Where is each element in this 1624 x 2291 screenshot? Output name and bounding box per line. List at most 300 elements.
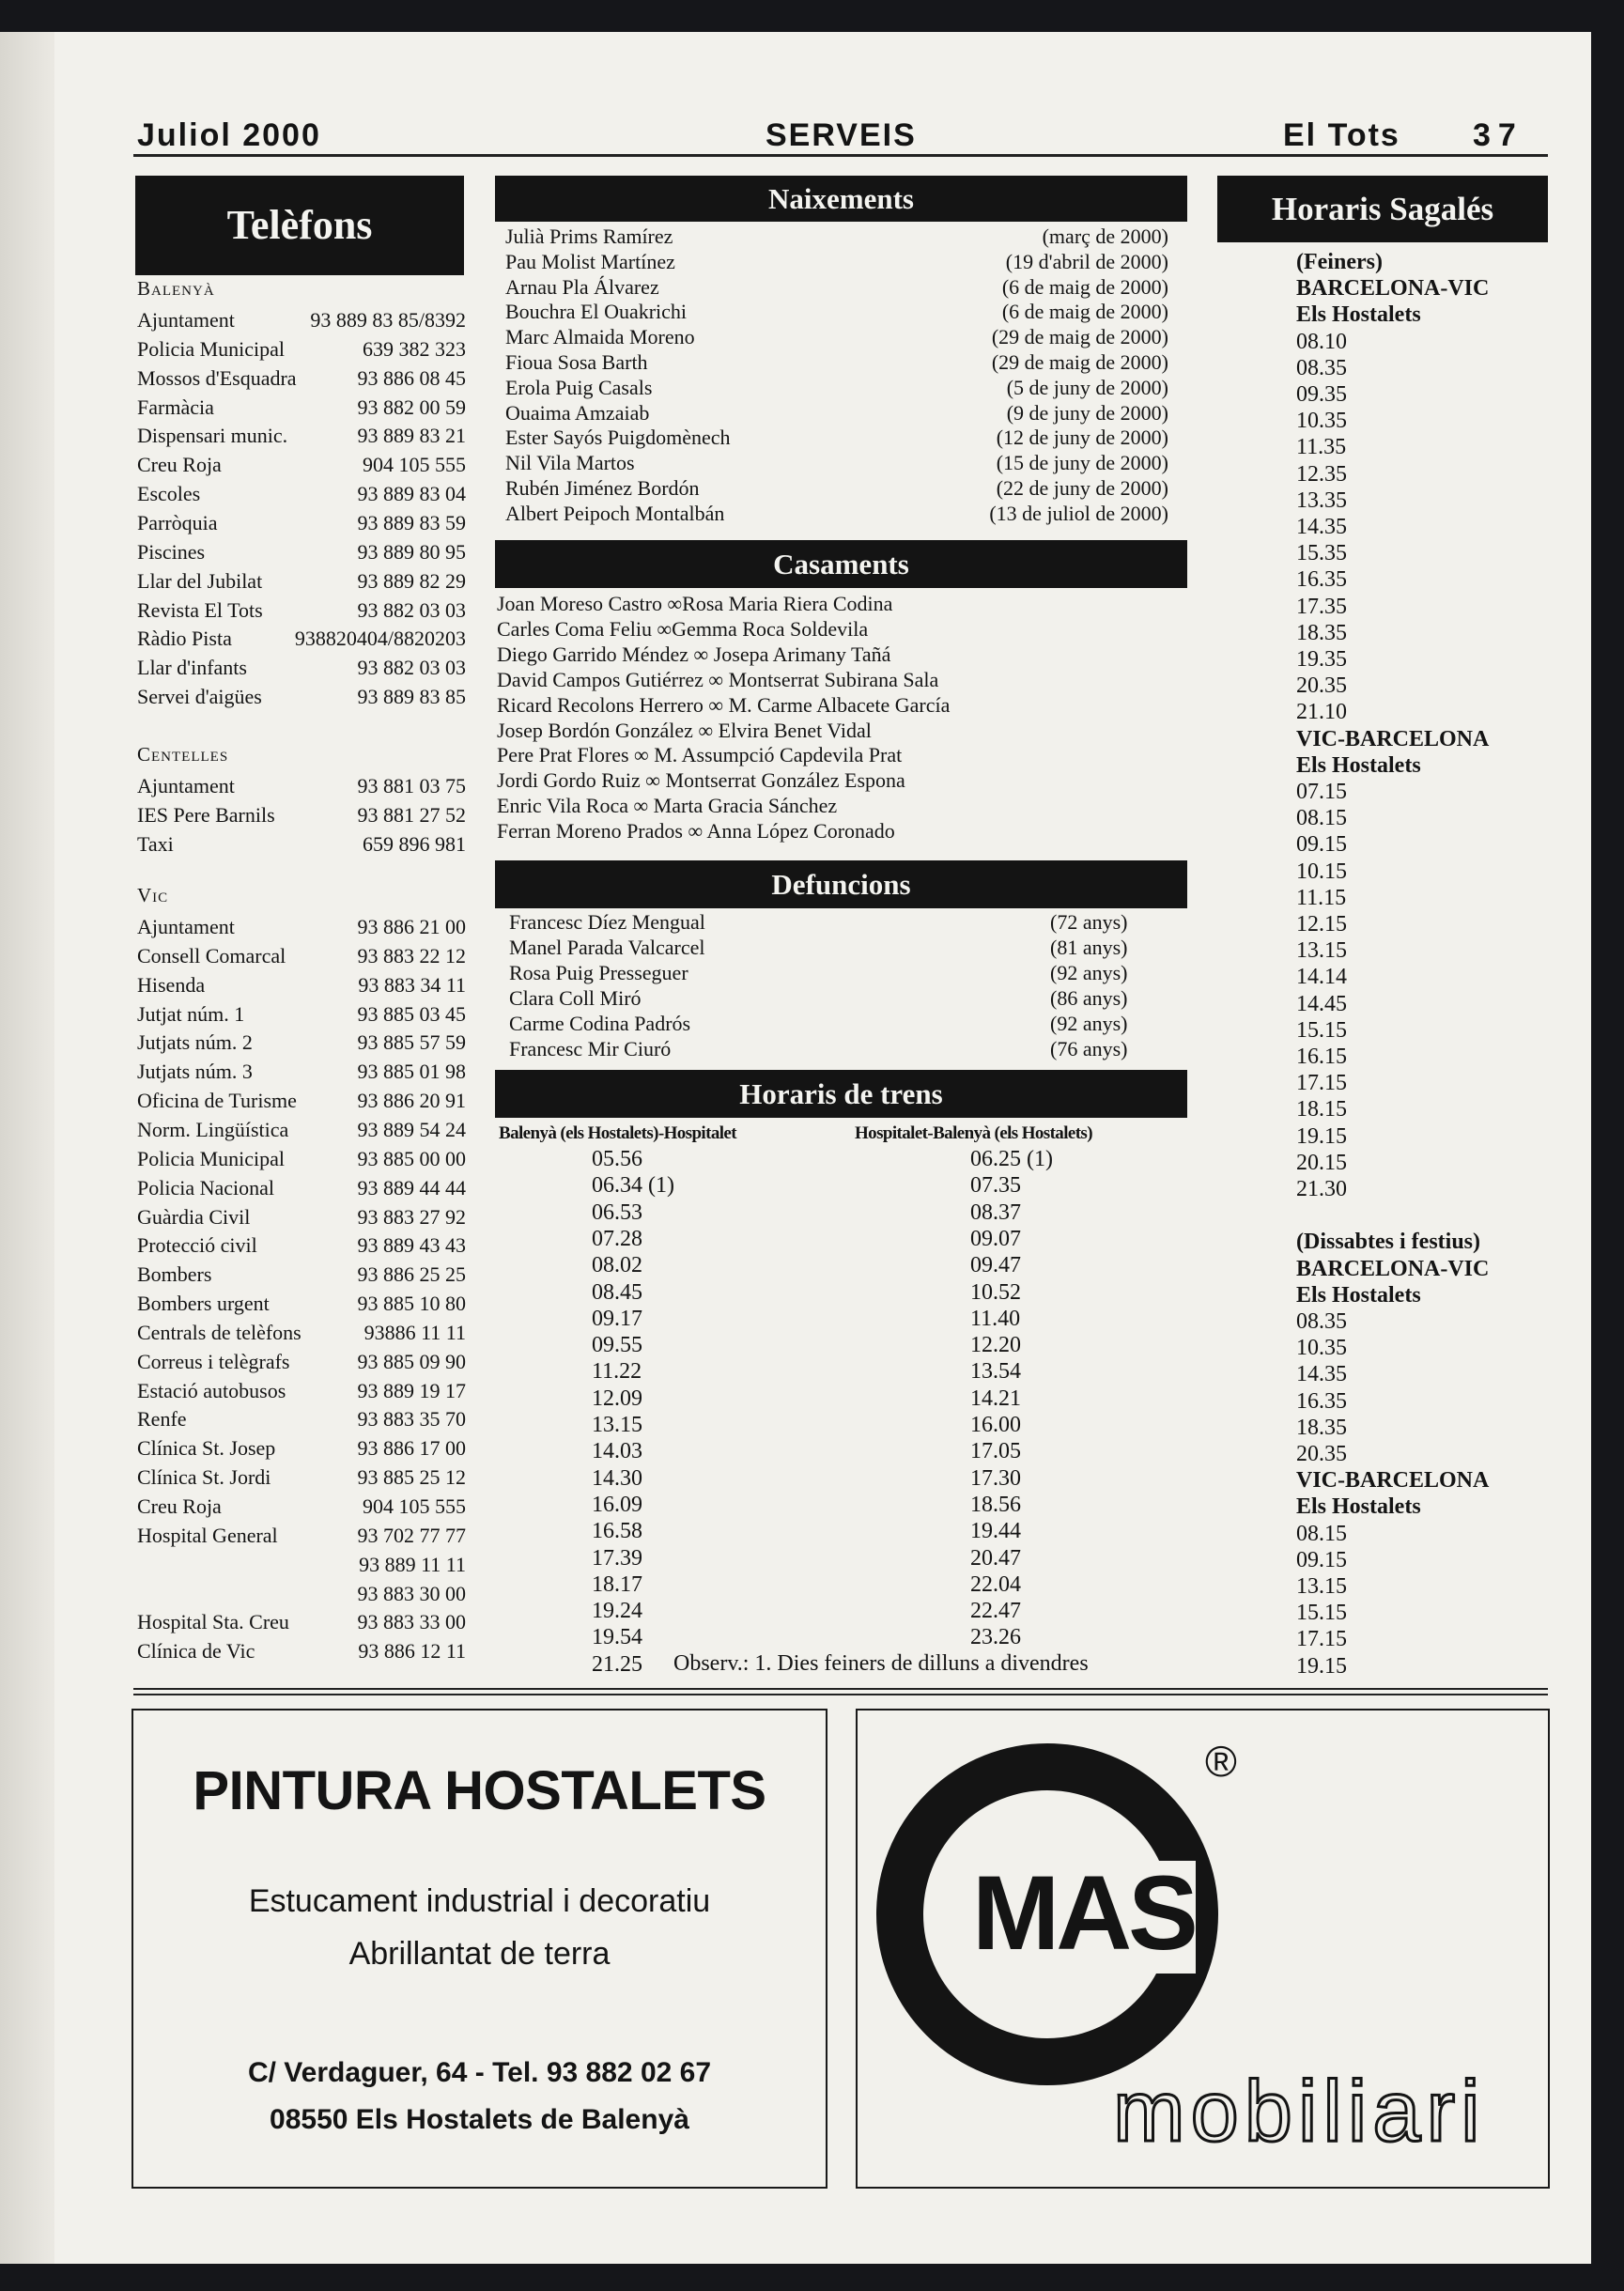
train-time-hospitalet-hostalets: 08.37 (970, 1200, 1021, 1225)
telefons-title: Telèfons (226, 202, 373, 248)
mas-logo-text: MAS (972, 1854, 1195, 1972)
birth-date: (29 de maig de 2000) (991, 350, 1168, 374)
phone-row (137, 801, 466, 829)
phone-name: Mossos d'Esquadra (137, 365, 297, 390)
bus-schedule-line: 14.14 (1296, 965, 1347, 990)
birth-name: Albert Peipoch Montalbán (505, 501, 725, 525)
phone-row (137, 538, 466, 566)
phone-number: 93 889 44 44 (357, 1175, 466, 1200)
birth-date: (12 de juny de 2000) (996, 426, 1168, 450)
phone-row (137, 772, 466, 800)
bus-schedule-line: 20.35 (1296, 1442, 1347, 1466)
mas-sub-text: mobiliari (1113, 2064, 1486, 2159)
wedding-row: Ferran Moreno Prados ∞ Anna López Coronado (497, 819, 895, 844)
sagales-title-bar (1217, 176, 1548, 242)
phone-number: 93 889 83 85/8392 (310, 308, 466, 332)
bottom-rule (133, 1688, 1548, 1690)
magazine-name: El Tots (1283, 117, 1400, 153)
bus-schedule-line: 09.15 (1296, 1547, 1347, 1572)
phone-name: Estació autobusos (137, 1378, 286, 1402)
phone-number: 93 882 03 03 (357, 597, 466, 622)
phone-number: 93 885 01 98 (357, 1060, 466, 1084)
train-time-hostalets-hospitalet: 17.39 (592, 1545, 642, 1571)
phone-row (137, 1463, 466, 1492)
train-time-hostalets-hospitalet: 09.55 (592, 1333, 642, 1358)
bus-schedule-line: Els Hostalets (1296, 1494, 1421, 1520)
phone-row (137, 306, 466, 334)
phone-row (137, 1145, 466, 1173)
phone-name: Ajuntament (137, 915, 235, 938)
bus-schedule-line: 16.35 (1296, 567, 1347, 593)
phone-number: 93 885 57 59 (357, 1030, 466, 1055)
birth-row (505, 400, 1168, 426)
phone-name: Clínica St. Josep (137, 1436, 276, 1461)
bus-schedule-line: 17.15 (1296, 1071, 1347, 1096)
wedding-row: Enric Vila Roca ∞ Marta Gracia Sánchez (497, 794, 838, 818)
phone-row (137, 1405, 466, 1433)
train-time-hospitalet-hostalets: 22.47 (970, 1599, 1021, 1624)
phone-row (137, 1116, 466, 1144)
bus-schedule-line: BARCELONA-VIC (1296, 276, 1490, 302)
bus-schedule-line: 09.15 (1296, 832, 1347, 858)
bus-schedule-line: 16.15 (1296, 1045, 1347, 1069)
wedding-row: Josep Bordón González ∞ Elvira Benet Vidal (497, 718, 872, 742)
train-time-hospitalet-hostalets: 07.35 (970, 1173, 1021, 1199)
ad-pintura-address1: C/ Verdaguer, 64 - Tel. 93 882 02 67 (247, 2057, 712, 2088)
wedding-row: Pere Prat Flores ∞ M. Assumpció Capdevila Prat (497, 743, 903, 767)
trens-title: Horaris de trens (739, 1077, 943, 1110)
train-time-hospitalet-hostalets: 14.21 (970, 1385, 1021, 1411)
train-time-hospitalet-hostalets: 19.44 (970, 1519, 1021, 1544)
sagales-title: Horaris Sagalés (1271, 191, 1494, 227)
phone-name: Guàrdia Civil (137, 1204, 251, 1229)
bus-schedule-line: 19.35 (1296, 647, 1347, 672)
death-age: (76 anys) (1050, 1037, 1128, 1060)
bus-schedule-line: 07.15 (1296, 780, 1347, 804)
phone-row (137, 509, 466, 537)
bottom-rule (133, 1694, 1548, 1695)
phone-number: 93 883 22 12 (357, 943, 466, 967)
phone-row (137, 1290, 466, 1318)
bus-schedule-line: 16.35 (1296, 1388, 1347, 1414)
birth-row (505, 475, 1168, 501)
phone-name: Policia Municipal (137, 336, 286, 361)
bus-schedule-line: 20.35 (1296, 673, 1347, 699)
phone-name: Revista El Tots (137, 597, 263, 622)
death-row (509, 985, 1144, 1011)
bus-schedule-line: 09.35 (1296, 382, 1347, 407)
page-gutter (0, 32, 54, 2264)
phone-row (137, 1580, 466, 1608)
phone-row (137, 1261, 466, 1289)
phone-row (137, 654, 466, 682)
train-time-hospitalet-hostalets: 20.47 (970, 1545, 1021, 1571)
phone-name: IES Pere Barnils (137, 802, 275, 827)
phone-name: Jutjats núm. 2 (137, 1030, 253, 1055)
bus-schedule-line: 08.15 (1296, 1521, 1347, 1546)
phone-number: 93 886 08 45 (357, 365, 466, 390)
train-time-hostalets-hospitalet: 19.54 (592, 1625, 642, 1650)
phone-number: 639 382 323 (363, 336, 466, 361)
train-time-hospitalet-hostalets: 13.54 (970, 1359, 1021, 1385)
phone-row (137, 480, 466, 508)
phone-name: Dispensari munic. (137, 424, 288, 448)
train-time-hospitalet-hostalets: 16.00 (970, 1413, 1021, 1437)
train-time-hostalets-hospitalet: 18.17 (592, 1571, 642, 1597)
phone-number: 93 889 83 21 (357, 424, 466, 448)
phone-number: 93 886 17 00 (357, 1436, 466, 1461)
phone-number: 93 889 43 43 (357, 1233, 466, 1258)
bus-schedule-line: 10.35 (1296, 1336, 1347, 1361)
casaments-title: Casaments (773, 548, 909, 580)
bus-schedule-line: Els Hostalets (1296, 752, 1421, 778)
birth-date: (29 de maig de 2000) (991, 325, 1168, 349)
phone-row (137, 830, 466, 859)
phone-number: 93 885 03 45 (357, 1001, 466, 1026)
birth-row (505, 324, 1168, 349)
phone-number: 93 886 12 11 (358, 1639, 466, 1664)
phone-row (137, 1203, 466, 1231)
bus-schedule-line: 15.35 (1296, 541, 1347, 566)
phone-row (137, 1231, 466, 1260)
birth-name: Arnau Pla Álvarez (505, 274, 659, 299)
bus-schedule-line: 12.35 (1296, 461, 1347, 487)
phone-name: Jutjat núm. 1 (137, 1001, 245, 1026)
phone-row (137, 1029, 466, 1057)
telefons-section-1: Centelles (137, 743, 229, 766)
phone-name: Piscines (137, 539, 206, 564)
casaments-title-bar (495, 540, 1187, 588)
phone-name: Consell Comarcal (137, 943, 286, 967)
death-age: (81 anys) (1050, 936, 1128, 959)
bus-schedule-line: 14.35 (1296, 515, 1347, 539)
bus-schedule-line: 10.15 (1296, 859, 1347, 884)
bus-schedule-line: 19.15 (1296, 1653, 1347, 1679)
wedding-row: Jordi Gordo Ruiz ∞ Montserrat González Espona (497, 768, 905, 793)
phone-name: Taxi (137, 831, 174, 856)
bus-schedule-line: 21.30 (1296, 1177, 1347, 1201)
phone-row (137, 1522, 466, 1550)
phone-row (137, 335, 466, 364)
phone-row (137, 971, 466, 999)
death-age: (72 anys) (1050, 910, 1128, 934)
bus-schedule-line: 18.35 (1296, 1415, 1347, 1440)
train-time-hostalets-hospitalet: 19.24 (592, 1599, 642, 1624)
train-time-hostalets-hospitalet: 05.56 (592, 1147, 642, 1171)
birth-name: Marc Almaida Moreno (505, 325, 695, 349)
train-time-hostalets-hospitalet: 09.17 (592, 1306, 642, 1331)
phone-name: Servei d'aigües (137, 685, 262, 709)
birth-name: Erola Puig Casals (505, 375, 653, 399)
phone-number: 93 889 11 11 (359, 1552, 466, 1576)
birth-row (505, 450, 1168, 475)
naixements-title: Naixements (768, 182, 914, 215)
bus-schedule-line: 18.15 (1296, 1097, 1347, 1122)
bus-schedule-line: VIC-BARCELONA (1296, 1468, 1490, 1494)
phone-row (137, 1493, 466, 1521)
telefons-section-0: Balenyà (137, 277, 215, 300)
phone-number: 93 885 25 12 (357, 1465, 466, 1490)
phone-name: Ràdio Pista (137, 627, 232, 651)
phone-name: Hospital General (137, 1523, 278, 1547)
phone-row (137, 1058, 466, 1086)
phone-name: Hospital Sta. Creu (137, 1610, 289, 1634)
trens-col1-header: Balenyà (els Hostalets)-Hospitalet (499, 1123, 736, 1143)
phone-name: Llar del Jubilat (137, 568, 263, 593)
train-time-hospitalet-hostalets: 12.20 (970, 1333, 1021, 1358)
birth-row (505, 349, 1168, 375)
phone-name: Hisenda (137, 972, 206, 997)
train-time-hostalets-hospitalet: 06.53 (592, 1200, 642, 1225)
train-time-hostalets-hospitalet: 07.28 (592, 1226, 642, 1251)
death-age: (92 anys) (1050, 1012, 1128, 1035)
bus-schedule-line: 08.35 (1296, 355, 1347, 380)
phone-number: 93 881 03 75 (357, 774, 466, 797)
death-row (509, 1011, 1144, 1036)
phone-number: 659 896 981 (363, 831, 466, 856)
phone-row (137, 1000, 466, 1029)
bus-schedule-line: 10.35 (1296, 409, 1347, 434)
mas-logo (858, 1711, 1548, 2187)
birth-date: (15 de juny de 2000) (996, 451, 1168, 475)
phone-number: 93 883 33 00 (357, 1610, 466, 1634)
train-time-hostalets-hospitalet: 14.30 (592, 1465, 642, 1491)
birth-row (505, 274, 1168, 300)
phone-name: Renfe (137, 1407, 187, 1432)
train-time-hostalets-hospitalet: 16.58 (592, 1519, 642, 1544)
birth-row (505, 299, 1168, 324)
death-age: (86 anys) (1050, 986, 1128, 1010)
train-time-hostalets-hospitalet: 21.25 (592, 1651, 642, 1677)
wedding-row: Carles Coma Feliu ∞Gemma Roca Soldevila (497, 616, 869, 641)
bus-schedule-line: 08.35 (1296, 1309, 1347, 1334)
phone-number: 93 886 25 25 (357, 1262, 466, 1287)
train-time-hostalets-hospitalet: 12.09 (592, 1385, 642, 1411)
phone-row (137, 683, 466, 711)
birth-name: Nil Vila Martos (505, 451, 635, 475)
train-time-hospitalet-hostalets: 09.07 (970, 1226, 1021, 1251)
phone-row (137, 451, 466, 479)
death-row (509, 1036, 1144, 1061)
phone-number: 93 889 83 85 (357, 685, 466, 709)
bus-schedule-line: 11.35 (1296, 435, 1347, 460)
defuncions-title-bar (495, 860, 1187, 908)
phone-number: 93 889 83 04 (357, 482, 466, 506)
bus-schedule-line: 15.15 (1296, 1601, 1347, 1626)
train-time-hostalets-hospitalet: 14.03 (592, 1439, 642, 1464)
train-time-hostalets-hospitalet: 11.22 (592, 1359, 642, 1385)
bus-schedule-line: 13.15 (1296, 1574, 1347, 1599)
trens-col2-header: Hospitalet-Balenyà (els Hostalets) (855, 1123, 1092, 1143)
birth-name: Pau Molist Martínez (505, 249, 675, 273)
bus-schedule-line: 18.35 (1296, 620, 1347, 645)
birth-date: (5 de juny de 2000) (1006, 375, 1168, 399)
phone-row (137, 1087, 466, 1115)
train-time-hospitalet-hostalets: 17.05 (970, 1439, 1021, 1464)
phone-name: Protecció civil (137, 1233, 257, 1258)
phone-name: Creu Roja (137, 453, 222, 477)
phone-name: Policia Nacional (137, 1175, 275, 1200)
train-time-hospitalet-hostalets: 23.26 (970, 1625, 1021, 1650)
phone-number: 93 885 10 80 (357, 1292, 466, 1316)
phone-name: Escoles (137, 482, 201, 506)
death-row (509, 909, 1144, 935)
birth-row (505, 375, 1168, 400)
bus-schedule-line: 20.15 (1296, 1150, 1347, 1175)
train-time-hostalets-hospitalet: 16.09 (592, 1492, 642, 1517)
birth-name: Julià Prims Ramírez (505, 224, 673, 248)
bus-schedule-line: 13.15 (1296, 938, 1347, 964)
wedding-row: David Campos Gutiérrez ∞ Montserrat Subirana Sala (497, 667, 939, 691)
death-name: Francesc Mir Ciuró (509, 1037, 672, 1060)
birth-date: (13 de juliol de 2000) (989, 501, 1168, 525)
phone-number: 93 889 54 24 (357, 1117, 466, 1141)
bus-schedule-line: BARCELONA-VIC (1296, 1256, 1490, 1281)
train-time-hospitalet-hostalets: 17.30 (970, 1465, 1021, 1491)
birth-date: (22 de juny de 2000) (996, 476, 1168, 500)
ad-pintura-line2: Abrillantat de terra (348, 1936, 611, 1972)
phone-number: 93 889 83 59 (357, 510, 466, 534)
birth-date: (9 de juny de 2000) (1006, 400, 1168, 425)
phone-number: 93 882 03 03 (357, 656, 466, 680)
birth-date: (6 de maig de 2000) (1001, 300, 1168, 324)
phone-row (137, 394, 466, 422)
wedding-row: Joan Moreso Castro ∞Rosa Maria Riera Codina (497, 592, 893, 615)
birth-name: Fioua Sosa Barth (505, 350, 648, 374)
train-time-hospitalet-hostalets: 10.52 (970, 1279, 1021, 1305)
phone-row (137, 364, 466, 393)
bus-schedule-line: 17.15 (1296, 1627, 1347, 1652)
phone-row (137, 1319, 466, 1347)
phone-number: 93 889 19 17 (357, 1378, 466, 1402)
registered-mark: ® (1205, 1737, 1237, 1786)
train-time-hospitalet-hostalets: 06.25 (1) (970, 1147, 1053, 1171)
phone-name: Clínica St. Jordi (137, 1465, 271, 1490)
phone-row (137, 1348, 466, 1376)
bus-schedule-line: 21.10 (1296, 700, 1347, 725)
train-time-hospitalet-hostalets: 09.47 (970, 1253, 1021, 1278)
phone-name: Correus i telègrafs (137, 1349, 290, 1373)
phone-number: 93 882 00 59 (357, 395, 466, 419)
phone-name: Ajuntament (137, 774, 235, 797)
birth-row (505, 224, 1168, 249)
phone-name: Norm. Lingüística (137, 1117, 289, 1141)
trens-note: Observ.: 1. Dies feiners de dilluns a divendres (673, 1651, 1089, 1676)
death-name: Clara Coll Miró (509, 986, 642, 1010)
bus-schedule-line: 12.15 (1296, 912, 1347, 937)
phone-number: 93886 11 11 (363, 1320, 466, 1344)
birth-date: (19 d'abril de 2000) (1005, 249, 1168, 273)
wedding-row: Diego Garrido Méndez ∞ Josepa Arimany Tañá (497, 642, 891, 666)
phone-number: 93 883 34 11 (358, 972, 466, 997)
phone-row (137, 1377, 466, 1405)
death-name: Francesc Díez Mengual (509, 910, 705, 934)
phone-name: Creu Roja (137, 1494, 222, 1518)
phone-row (137, 942, 466, 970)
train-time-hostalets-hospitalet: 08.02 (592, 1253, 642, 1278)
birth-name: Ouaima Amzaiab (505, 400, 650, 425)
bus-schedule-line: 15.15 (1296, 1017, 1347, 1043)
phone-name: Policia Municipal (137, 1146, 286, 1170)
birth-date: (març de 2000) (1042, 224, 1168, 248)
death-name: Manel Parada Valcarcel (509, 936, 705, 959)
phone-row (137, 1174, 466, 1202)
bus-schedule-line: VIC-BARCELONA (1296, 726, 1490, 751)
phone-number: 93 883 35 70 (357, 1407, 466, 1432)
bus-schedule-line: 19.15 (1296, 1123, 1347, 1149)
birth-row (505, 425, 1168, 450)
phone-name: Ajuntament (137, 308, 235, 332)
phone-number: 938820404/8820203 (294, 627, 466, 651)
phone-number: 93 886 21 00 (357, 915, 466, 938)
train-time-hospitalet-hostalets: 11.40 (970, 1306, 1021, 1331)
phone-name: Centrals de telèfons (137, 1320, 302, 1344)
phone-name: Bombers (137, 1262, 212, 1287)
ad-pintura-address2: 08550 Els Hostalets de Balenyà (270, 2104, 689, 2135)
phone-number: 904 105 555 (363, 453, 466, 477)
birth-row (505, 249, 1168, 274)
phone-row (137, 1637, 466, 1665)
birth-row (505, 501, 1168, 526)
section-title: SERVEIS (766, 117, 917, 153)
bus-schedule-line: 11.15 (1296, 885, 1347, 910)
telefons-title-bar (135, 176, 464, 275)
phone-row (137, 625, 466, 653)
phone-number: 93 702 77 77 (357, 1523, 466, 1547)
phone-name: Oficina de Turisme (137, 1089, 297, 1113)
birth-name: Rubén Jiménez Bordón (505, 476, 700, 500)
page-number: 37 (1473, 117, 1523, 153)
phone-number: 93 881 27 52 (357, 802, 466, 827)
death-row (509, 935, 1144, 960)
telefons-section-2: Vic (137, 884, 169, 906)
phone-number: 93 885 09 90 (357, 1349, 466, 1373)
bus-schedule-line: Els Hostalets (1296, 302, 1421, 328)
phone-name: Bombers urgent (137, 1292, 270, 1316)
phone-row (137, 913, 466, 941)
wedding-row: Ricard Recolons Herrero ∞ M. Carme Albacete García (497, 692, 951, 717)
phone-number: 904 105 555 (363, 1494, 466, 1518)
phone-row (137, 567, 466, 596)
phone-row (137, 1434, 466, 1463)
defuncions-title: Defuncions (771, 868, 911, 901)
bus-schedule-line: 14.45 (1296, 991, 1347, 1016)
death-age: (92 anys) (1050, 961, 1128, 984)
train-time-hostalets-hospitalet: 13.15 (592, 1413, 642, 1437)
phone-row (137, 1551, 466, 1579)
trens-title-bar (495, 1070, 1187, 1118)
phone-number: 93 883 30 00 (357, 1581, 466, 1605)
phone-name: Clínica de Vic (137, 1639, 255, 1664)
phone-name: Llar d'infants (137, 656, 247, 680)
bus-schedule-line: 08.10 (1296, 329, 1347, 354)
birth-name: Bouchra El Ouakrichi (505, 300, 688, 324)
phone-row (137, 596, 466, 625)
death-row (509, 960, 1144, 985)
birth-name: Ester Sayós Puigdomènech (505, 426, 731, 450)
header-rule (133, 154, 1548, 157)
ad-pintura-title: PINTURA HOSTALETS (193, 1760, 766, 1821)
bus-schedule-line: 13.35 (1296, 488, 1347, 513)
bus-schedule-line: (Dissabtes i festius) (1296, 1230, 1480, 1255)
phone-number: 93 883 27 92 (357, 1204, 466, 1229)
birth-date: (6 de maig de 2000) (1001, 274, 1168, 299)
train-time-hospitalet-hostalets: 22.04 (970, 1571, 1021, 1597)
bus-schedule-line: 08.15 (1296, 806, 1347, 831)
death-name: Rosa Puig Presseguer (509, 961, 688, 984)
phone-row (137, 422, 466, 450)
phone-name: Jutjats núm. 3 (137, 1060, 253, 1084)
